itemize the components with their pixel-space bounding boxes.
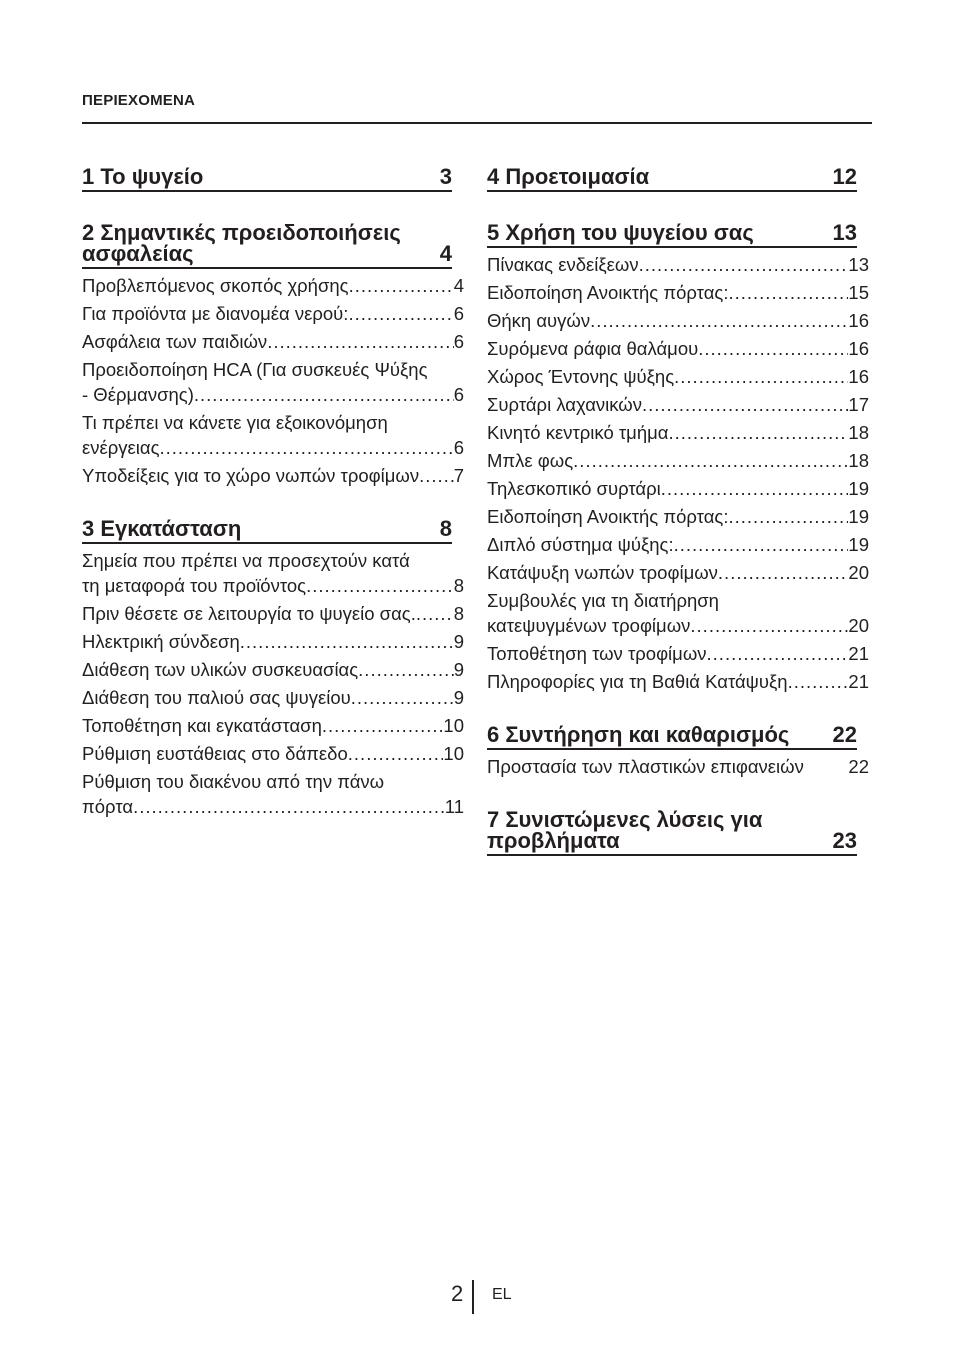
toc-entry-page: 6 xyxy=(453,437,464,458)
toc-entry-line xyxy=(82,357,464,382)
toc-entry-line xyxy=(82,601,464,626)
toc-entry-title: Τηλεσκοπικό συρτάρι xyxy=(487,478,661,499)
section-heading-page: 4 xyxy=(439,241,452,266)
header-rule xyxy=(82,122,872,124)
toc-entry-title: Ασφάλεια των παιδιών xyxy=(82,331,268,352)
toc-entry[interactable] xyxy=(487,392,869,417)
toc-entry-title: Θήκη αυγών xyxy=(487,310,591,331)
toc-entry-line xyxy=(82,657,464,682)
toc-right-column xyxy=(487,160,869,880)
dot-leader xyxy=(351,685,454,710)
toc-entry-title: Μπλε φως xyxy=(487,450,574,471)
toc-entry-line xyxy=(487,641,869,666)
footer-divider xyxy=(472,1280,474,1314)
section-heading-title: 5 Χρήση του ψυγείου σας xyxy=(487,220,754,245)
toc-entry-page: 7 xyxy=(453,465,464,486)
toc-entry[interactable] xyxy=(487,588,869,638)
toc-entry-title: - Θέρμανσης) xyxy=(82,384,194,405)
dot-leader xyxy=(306,573,454,598)
section-heading-title: 7 Συνιστώμενες λύσεις για xyxy=(487,807,763,832)
toc-entry-title: Ειδοποίηση Ανοικτής πόρτας: xyxy=(487,282,729,303)
toc-entry-page: 15 xyxy=(848,282,869,303)
toc-entry-page: 22 xyxy=(848,756,869,777)
toc-entry-page: 20 xyxy=(848,562,869,583)
toc-entry-title: Κατάψυξη νωπών τροφίμων xyxy=(487,562,718,583)
section-heading-title: 2 Σημαντικές προειδοποιήσεις xyxy=(82,220,401,245)
section-heading-line xyxy=(82,222,452,243)
section-heading xyxy=(487,216,857,248)
toc-entry-line xyxy=(487,448,869,473)
toc-entry-line xyxy=(487,280,869,305)
toc-entry-line xyxy=(487,420,869,445)
section-heading-page: 8 xyxy=(439,516,452,541)
toc-entry-page: 18 xyxy=(848,450,869,471)
dot-leader xyxy=(698,336,848,361)
section-heading-title: ασφαλείας xyxy=(82,241,194,266)
section-heading-line xyxy=(487,222,857,243)
toc-entry-page: 11 xyxy=(444,796,464,817)
section-heading xyxy=(82,216,452,269)
toc-entry-title: ενέργειας xyxy=(82,437,160,458)
toc-entry-title: Κινητό κεντρικό τμήμα xyxy=(487,422,669,443)
dot-leader xyxy=(668,420,848,445)
toc-entry-title: Τοποθέτηση και εγκατάσταση xyxy=(82,715,322,736)
section-heading-line xyxy=(82,518,452,539)
toc-entry-line xyxy=(82,301,464,326)
section-heading-page: 23 xyxy=(832,828,857,853)
toc-entry-title: Υποδείξεις για το χώρο νωπών τροφίμων xyxy=(82,465,420,486)
toc-entry-title: Προστασία των πλαστικών επιφανειών xyxy=(487,756,804,777)
toc-entry[interactable] xyxy=(82,273,464,298)
toc-entry[interactable] xyxy=(487,308,869,333)
toc-entry-page: 21 xyxy=(848,671,869,692)
section-heading-title: 6 Συντήρηση και καθαρισμός xyxy=(487,722,790,747)
toc-entry[interactable] xyxy=(487,448,869,473)
toc-entry-title: Διάθεση των υλικών συσκευασίας xyxy=(82,659,359,680)
toc-entry-title: Τοποθέτηση των τροφίμων xyxy=(487,643,707,664)
toc-entry-title: Διπλό σύστημα ψύξης: xyxy=(487,534,674,555)
dot-leader xyxy=(642,392,848,417)
toc-entry-page: 16 xyxy=(848,366,869,387)
dot-leader xyxy=(322,713,444,738)
toc-entry-line xyxy=(487,364,869,389)
toc-entry[interactable] xyxy=(487,669,869,694)
section-heading xyxy=(487,803,857,856)
dot-leader xyxy=(358,657,454,682)
toc-entry-page: 9 xyxy=(453,687,464,708)
toc-entry-page: 17 xyxy=(848,394,869,415)
toc-entry-title: Συρόμενα ράφια θαλάμου xyxy=(487,338,699,359)
dot-leader xyxy=(160,435,454,460)
toc-entry-line xyxy=(82,573,464,598)
section-heading-line xyxy=(82,166,452,187)
toc-entry[interactable] xyxy=(82,685,464,710)
section-heading-title: 3 Εγκατάσταση xyxy=(82,516,242,541)
toc-entry-line xyxy=(82,382,464,407)
toc-entry[interactable] xyxy=(82,741,464,766)
toc-entry[interactable] xyxy=(487,532,869,557)
toc-entry-title: κατεψυγμένων τροφίμων xyxy=(487,615,691,636)
dot-leader xyxy=(788,669,849,694)
toc-entry-page: 10 xyxy=(443,743,464,764)
toc-entry-title: Διάθεση του παλιού σας ψυγείου xyxy=(82,687,351,708)
toc-entry-title: Τι πρέπει να κάνετε για εξοικονόμηση xyxy=(82,412,388,433)
toc-entry-page: 6 xyxy=(453,384,464,405)
toc-entry-line xyxy=(487,532,869,557)
toc-entry-page: 10 xyxy=(443,715,464,736)
toc-entry-list xyxy=(487,754,869,779)
toc-section xyxy=(82,216,464,488)
toc-entry-line xyxy=(82,794,464,819)
toc-entry-list xyxy=(82,548,464,819)
toc-entry-page: 8 xyxy=(453,603,464,624)
toc-entry-line xyxy=(82,410,464,435)
section-heading xyxy=(82,160,452,192)
toc-section xyxy=(487,216,869,694)
dot-leader xyxy=(349,273,454,298)
dot-leader xyxy=(240,629,454,654)
toc-entry[interactable] xyxy=(487,560,869,585)
section-heading-page: 12 xyxy=(832,164,857,189)
section-heading-line xyxy=(487,830,857,851)
toc-entry-title: Ρύθμιση του διακένου από την πάνω xyxy=(82,771,385,792)
section-heading-title: 1 Το ψυγείο xyxy=(82,164,204,189)
toc-entry-page: 16 xyxy=(848,338,869,359)
toc-entry[interactable] xyxy=(82,301,464,326)
toc-entry-title: Προβλεπόμενος σκοπός χρήσης xyxy=(82,275,349,296)
toc-entry[interactable] xyxy=(487,476,869,501)
toc-left-column xyxy=(82,160,464,843)
footer-language: EL xyxy=(492,1286,512,1303)
toc-entry-list xyxy=(487,252,869,694)
toc-entry-page: 13 xyxy=(848,254,869,275)
dot-leader xyxy=(573,448,848,473)
footer-page-number: 2 xyxy=(451,1281,464,1306)
toc-entry-page: 19 xyxy=(848,478,869,499)
toc-entry-line xyxy=(82,329,464,354)
toc-entry-line xyxy=(487,560,869,585)
dot-leader xyxy=(728,280,848,305)
toc-entry-page: 18 xyxy=(848,422,869,443)
toc-entry-line xyxy=(82,548,464,573)
dot-leader xyxy=(416,601,454,626)
toc-entry-title: πόρτα xyxy=(82,796,134,817)
toc-entry-page: 9 xyxy=(453,659,464,680)
toc-entry-page: 19 xyxy=(848,534,869,555)
toc-entry[interactable] xyxy=(487,754,869,779)
toc-entry-page: 19 xyxy=(848,506,869,527)
toc-entry[interactable] xyxy=(82,713,464,738)
toc-entry-line xyxy=(82,769,464,794)
toc-entry-title: Πληροφορίες για τη Βαθιά Κατάψυξη xyxy=(487,671,788,692)
toc-entry-line xyxy=(487,669,869,694)
section-heading xyxy=(487,160,857,192)
dot-leader xyxy=(728,504,848,529)
toc-entry-title: Πίνακας ενδείξεων xyxy=(487,254,639,275)
toc-entry[interactable] xyxy=(487,336,869,361)
toc-entry-title: Ειδοποίηση Ανοικτής πόρτας: xyxy=(487,506,729,527)
toc-entry-line xyxy=(82,741,464,766)
toc-entry-page: 8 xyxy=(453,575,464,596)
toc-entry[interactable] xyxy=(82,548,464,598)
toc-section xyxy=(82,160,464,192)
toc-entry-line xyxy=(487,504,869,529)
toc-entry-title: Χώρος Έντονης ψύξης xyxy=(487,366,675,387)
toc-entry-title: Προειδοποίηση HCA (Για συσκευές Ψύξης xyxy=(82,359,428,380)
toc-entry-title: Ηλεκτρική σύνδεση xyxy=(82,631,240,652)
toc-entry[interactable] xyxy=(82,329,464,354)
toc-entry-list xyxy=(82,273,464,488)
toc-entry-page: 20 xyxy=(848,615,869,636)
toc-entry-title: Πριν θέσετε σε λειτουργία το ψυγείο σας. xyxy=(82,603,416,624)
toc-entry-line xyxy=(82,273,464,298)
toc-entry-title: Συρτάρι λαχανικών xyxy=(487,394,642,415)
section-heading-line xyxy=(82,243,452,264)
toc-entry[interactable] xyxy=(487,420,869,445)
toc-entry-line xyxy=(82,685,464,710)
toc-entry-page: 6 xyxy=(453,303,464,324)
toc-entry-line xyxy=(82,713,464,738)
toc-entry-title: Ρύθμιση ευστάθειας στο δάπεδο xyxy=(82,743,348,764)
section-heading xyxy=(487,718,857,750)
dot-leader xyxy=(419,463,454,488)
toc-entry-title: Συμβουλές για τη διατήρηση xyxy=(487,590,719,611)
toc-entry[interactable] xyxy=(82,629,464,654)
toc-section xyxy=(487,803,869,856)
toc-entry-title: τη μεταφορά του προϊόντος xyxy=(82,575,307,596)
toc-entry-page: 16 xyxy=(848,310,869,331)
toc-entry-line xyxy=(487,754,869,779)
dot-leader xyxy=(661,476,849,501)
toc-entry[interactable] xyxy=(82,410,464,460)
toc-entry[interactable] xyxy=(487,280,869,305)
toc-section xyxy=(487,160,869,192)
section-heading-line xyxy=(487,166,857,187)
toc-entry-line xyxy=(487,476,869,501)
dot-leader xyxy=(674,364,848,389)
toc-entry-line xyxy=(487,588,869,613)
page-header-title: ΠΕΡΙΕΧΟΜΕΝΑ xyxy=(82,92,196,109)
toc-entry-line xyxy=(82,463,464,488)
dot-leader xyxy=(674,532,849,557)
section-heading-title: προβλήματα xyxy=(487,828,620,853)
toc-entry-page: 9 xyxy=(453,631,464,652)
dot-leader xyxy=(133,794,445,819)
toc-entry-line xyxy=(487,252,869,277)
toc-entry[interactable] xyxy=(82,601,464,626)
toc-entry[interactable] xyxy=(82,769,464,819)
dot-leader xyxy=(267,329,454,354)
toc-entry-line xyxy=(487,308,869,333)
dot-leader xyxy=(348,741,444,766)
toc-entry[interactable] xyxy=(82,463,464,488)
section-heading-page: 3 xyxy=(439,164,452,189)
toc-entry[interactable] xyxy=(487,504,869,529)
toc-entry-line xyxy=(487,336,869,361)
toc-entry-page: 21 xyxy=(848,643,869,664)
toc-section xyxy=(82,512,464,819)
toc-entry-line xyxy=(487,613,869,638)
section-heading-page: 13 xyxy=(832,220,857,245)
toc-entry-page: 6 xyxy=(453,331,464,352)
toc-entry[interactable] xyxy=(487,252,869,277)
dot-leader xyxy=(348,301,453,326)
toc-section xyxy=(487,718,869,779)
toc-entry-title: Για προϊόντα με διανομέα νερού: xyxy=(82,303,349,324)
section-heading-line xyxy=(487,724,857,745)
section-heading-page: 22 xyxy=(832,722,857,747)
dot-leader xyxy=(590,308,848,333)
dot-leader xyxy=(639,252,849,277)
toc-entry[interactable] xyxy=(487,364,869,389)
section-heading-line xyxy=(487,809,857,830)
dot-leader xyxy=(690,613,848,638)
section-heading xyxy=(82,512,452,544)
toc-entry-line xyxy=(82,435,464,460)
toc-entry[interactable] xyxy=(82,657,464,682)
dot-leader xyxy=(194,382,454,407)
dot-leader xyxy=(718,560,849,585)
section-heading-title: 4 Προετοιμασία xyxy=(487,164,650,189)
dot-leader xyxy=(707,641,849,666)
toc-entry[interactable] xyxy=(487,641,869,666)
toc-entry-title: Σημεία που πρέπει να προσεχτούν κατά xyxy=(82,550,410,571)
toc-entry-line xyxy=(487,392,869,417)
toc-entry[interactable] xyxy=(82,357,464,407)
toc-entry-line xyxy=(82,629,464,654)
toc-entry-page: 4 xyxy=(453,275,464,296)
